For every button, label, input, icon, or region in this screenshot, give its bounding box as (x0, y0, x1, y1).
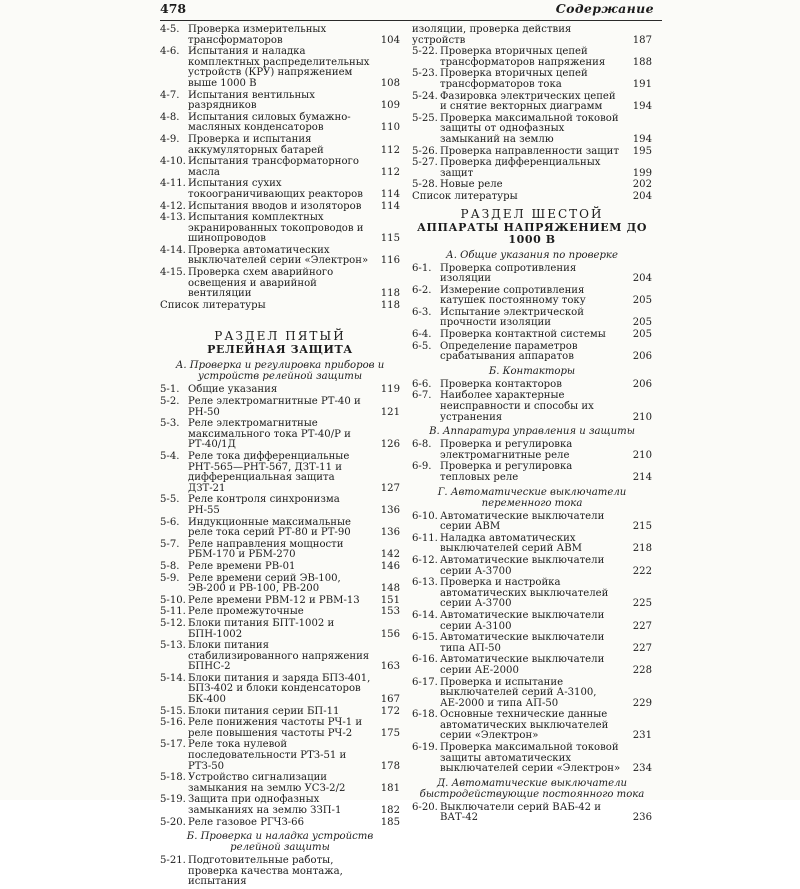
toc-group (160, 25, 400, 311)
entry-title: Проверка и испытание выключателей серий А-3100, АЕ-2000 и типа АП-50 (440, 676, 597, 709)
entry-page-number: 148 (380, 583, 400, 595)
entry-number: 5-15. (160, 705, 186, 717)
entry-number: 4-7. (160, 89, 180, 101)
entry-number: 4-14. (160, 244, 186, 256)
toc-entry (412, 264, 652, 285)
entry-number: 6-7. (412, 390, 432, 402)
entry-title: Определение параметров срабатывания аппаратов (440, 340, 578, 363)
toc-entry (412, 342, 652, 363)
toc-entry (160, 25, 400, 46)
toc-entry (160, 47, 400, 89)
entry-page-number: 194 (632, 101, 652, 113)
entry-title: Список литературы (160, 299, 266, 311)
entry-title: Общие указания (188, 384, 278, 396)
entry-number: 6-11. (412, 532, 438, 544)
entry-title: Основные технические данные автоматических выключателей серии «Электрон» (440, 709, 609, 742)
entry-number: 5-16. (160, 717, 186, 729)
section-heading: РАЗДЕЛ ШЕСТОЙ (460, 206, 604, 221)
entry-page-number: 227 (632, 620, 652, 632)
entry-number: 6-14. (412, 609, 438, 621)
entry-page-number: 229 (632, 697, 652, 709)
toc-entry (160, 574, 400, 595)
toc-entry (412, 25, 652, 46)
entry-title: Реле промежуточные (188, 606, 304, 618)
toc-entry (160, 641, 400, 673)
entry-number: 5-25. (412, 112, 438, 124)
entry-page-number: 204 (632, 273, 652, 285)
toc-entry (160, 397, 400, 418)
entry-number: 5-27. (412, 157, 438, 169)
entry-page-number: 228 (632, 664, 652, 676)
entry-page-number: 214 (632, 472, 652, 483)
entry-number: 4-9. (160, 133, 180, 145)
entry-title: Реле электромагнитные РТ-40 и РН-50 (188, 396, 361, 418)
entry-title: Проверка максимальной токовой защиты от однофазных замыканий на землю (440, 112, 619, 145)
entry-number: 6-17. (412, 676, 438, 688)
entry-title: Выключатели серий ВАБ-42 и ВАТ-42 (440, 801, 601, 824)
toc-group (412, 264, 652, 363)
entry-page-number: 227 (632, 642, 652, 654)
entry-title: Реле тока дифференциальные РНТ-565—РНТ-567, ДЗТ-11 и дифференциальная защита ДЗТ-21 (188, 451, 350, 494)
toc-entry (412, 114, 652, 146)
entry-title: Реле понижения частоты РЧ-1 и реле повышения частоты РЧ-2 (188, 717, 363, 739)
toc-entry (160, 202, 400, 213)
entry-number: 5-24. (412, 90, 438, 102)
entry-title: Проверка сопротивления изоляции (440, 262, 577, 285)
toc-entry (412, 308, 652, 329)
entry-page-number: 121 (380, 406, 400, 418)
entry-number: 6-1. (412, 262, 432, 274)
entry-page-number: 153 (380, 606, 400, 618)
entry-title: Реле времени серий ЭВ-100, ЭВ-200 и РВ-100, РВ-200 (188, 572, 341, 595)
entry-number: 6-13. (412, 577, 438, 589)
toc-entry (160, 385, 400, 396)
entry-title: Проверка направленности защит (440, 145, 619, 157)
entry-page-number: 202 (632, 179, 652, 191)
entry-title: Подготовительные работы, проверка качества монтажа, испытания (188, 855, 343, 888)
toc-entry (412, 158, 652, 179)
subsection-heading: Б. Проверка и наладка устройств релейной защиты (186, 831, 374, 854)
entry-number: 4-6. (160, 46, 180, 58)
entry-page-number: 127 (380, 482, 400, 494)
entry-number: 5-5. (160, 494, 180, 506)
toc-entry (160, 213, 400, 245)
entry-page-number: 222 (632, 565, 652, 577)
subsection-heading: Б. Контакторы (488, 365, 576, 377)
entry-title: Защита при однофазных замыканиях на землю ЗЗП-1 (188, 794, 342, 816)
entry-page-number: 114 (380, 200, 400, 212)
toc-entry (412, 440, 652, 461)
entry-page-number: 205 (632, 295, 652, 307)
entry-title: Испытания вводов и изоляторов (188, 200, 362, 212)
entry-number: 6-19. (412, 742, 438, 754)
toc-entry (160, 301, 400, 312)
entry-page-number: 191 (632, 78, 652, 90)
entry-title: Испытания комплектных экранированных токопроводов и шинопроводов (188, 212, 364, 245)
subsection-heading: А. Общие указания по проверке (446, 249, 618, 261)
entry-title: Проверка контакторов (440, 378, 562, 390)
entry-page-number: 178 (380, 760, 400, 772)
entry-title: Наиболее характерные неисправности и способы их устранения (440, 390, 594, 423)
entry-title: Проверка максимальной токовой защиты автоматических выключателей серии «Электрон» (440, 742, 621, 775)
toc-entry (160, 91, 400, 112)
entry-title: Устройство сигнализации замыкания на землю УСЗ-2/2 (188, 772, 346, 794)
entry-number: 4-15. (160, 267, 186, 279)
entry-number: 6-5. (412, 340, 432, 352)
entry-page-number: 116 (380, 255, 400, 267)
entry-number: 4-5. (160, 24, 180, 35)
entry-title: Испытания трансформаторного масла (188, 156, 359, 178)
toc-entry (160, 268, 400, 300)
toc-entry (412, 47, 652, 68)
entry-title: Индукционные максимальные реле тока серий РТ-80 и РТ-90 (188, 516, 352, 539)
entry-title: Испытания вентильных разрядников (188, 89, 315, 112)
entry-title: Испытания силовых бумажно-масляных конденсаторов (188, 111, 351, 134)
entry-number: 6-4. (412, 329, 432, 341)
entry-page-number: 210 (632, 411, 652, 423)
entry-number: 5-23. (412, 68, 438, 80)
toc-group (412, 380, 652, 423)
entry-number: 5-2. (160, 396, 180, 408)
toc-group (160, 385, 400, 828)
toc-columns (160, 25, 662, 889)
entry-title: Реле электромагнитные максимального тока РТ-40/Р и РТ-40/1Д (188, 418, 351, 451)
toc-entry (160, 113, 400, 134)
toc-entry (160, 135, 400, 156)
toc-entry (412, 534, 652, 555)
toc-entry (160, 518, 400, 539)
entry-number: 6-3. (412, 306, 432, 318)
entry-number: 5-4. (160, 451, 180, 462)
entry-number: 5-12. (160, 617, 186, 629)
entry-title: Проверка автоматических выключателей серии «Электрон» (188, 244, 369, 267)
toc-entry (160, 419, 400, 451)
entry-title: Список литературы (412, 190, 518, 202)
entry-title: Реле направления мощности РБМ-170 и РБМ-270 (188, 538, 344, 561)
toc-entry (160, 562, 400, 573)
entry-page-number: 163 (380, 661, 400, 673)
entry-page-number: 167 (380, 694, 400, 706)
subsection-heading: Г. Автоматические выключатели переменного тока (437, 486, 627, 509)
entry-page-number: 188 (632, 56, 652, 68)
entry-page-number: 136 (380, 504, 400, 516)
toc-entry (160, 718, 400, 739)
entry-title: Проверка и настройка автоматических выключателей серии А-3700 (440, 577, 609, 610)
entry-number: 5-11. (160, 606, 186, 618)
entry-title: Измерение сопротивления катушек постоянному току (440, 284, 586, 307)
entry-number: 5-1. (160, 384, 180, 396)
entry-page-number: 109 (380, 100, 400, 112)
toc-entry (160, 619, 400, 640)
entry-title: Проверка и регулировка электромагнитные реле (440, 439, 573, 461)
entry-page-number: 104 (380, 34, 400, 46)
entry-number: 5-28. (412, 179, 438, 191)
entry-page-number: 234 (632, 763, 652, 775)
running-title: Содержание (555, 1, 654, 16)
entry-title: изоляции, проверка действия устройств (412, 24, 572, 46)
entry-number: 5-20. (160, 816, 186, 828)
toc-entry (412, 803, 652, 824)
entry-title: Проверка контактной системы (440, 329, 606, 341)
entry-page-number: 108 (380, 77, 400, 89)
entry-number: 6-12. (412, 554, 438, 566)
toc-entry (412, 743, 652, 775)
subsection-heading: А. Проверка и регулировка приборов и устройств релейной защиты (175, 360, 385, 383)
toc-entry (412, 92, 652, 113)
entry-page-number: 194 (632, 133, 652, 145)
toc-entry (160, 157, 400, 178)
toc-entry (160, 818, 400, 829)
entry-title: Проверка и испытания аккумуляторных батарей (188, 133, 324, 156)
entry-page-number: 115 (380, 233, 400, 245)
toc-group (412, 440, 652, 483)
toc-entry (160, 856, 400, 888)
entry-number: 6-16. (412, 654, 438, 666)
entry-number: 6-15. (412, 632, 438, 644)
toc-entry (412, 633, 652, 654)
section-heading: РАЗДЕЛ ПЯТЫЙ (214, 329, 346, 344)
entry-number: 4-13. (160, 212, 186, 224)
entry-title: Фазировка электрических цепей и снятие векторных диаграмм (440, 90, 616, 113)
entry-page-number: 206 (632, 351, 652, 363)
entry-page-number: 205 (632, 329, 652, 341)
entry-title: Реле газовое РГЧЗ-66 (188, 816, 305, 828)
entry-page-number: 119 (380, 384, 400, 396)
entry-title: Проверка и регулировка тепловых реле (440, 461, 573, 483)
entry-title: Автоматические выключатели серии А-3100 (440, 609, 605, 632)
entry-number: 5-19. (160, 794, 186, 806)
entry-page-number: 114 (380, 188, 400, 200)
toc-entry (412, 556, 652, 577)
toc-entry (412, 192, 652, 203)
toc-entry (412, 330, 652, 341)
entry-title: Проверка схем аварийного освещения и аварийной вентиляции (188, 267, 334, 300)
toc-entry (160, 795, 400, 816)
entry-number: 4-10. (160, 156, 186, 168)
entry-number: 6-20. (412, 801, 438, 813)
entry-page-number: 136 (380, 527, 400, 539)
section-title: РЕЛЕЙНАЯ ЗАЩИТА (207, 343, 353, 357)
entry-number: 5-18. (160, 772, 186, 784)
entry-title: Реле времени РВМ-12 и РВМ-13 (188, 594, 360, 606)
entry-number: 6-8. (412, 439, 432, 451)
page-number: 478 (160, 1, 187, 16)
entry-page-number: 175 (380, 727, 400, 739)
entry-number: 5-21. (160, 855, 186, 867)
entry-page-number: 185 (380, 816, 400, 828)
toc-entry (160, 773, 400, 794)
entry-page-number: 231 (632, 730, 652, 742)
toc-entry (412, 678, 652, 710)
toc-entry (160, 607, 400, 618)
entry-number: 6-9. (412, 461, 432, 473)
entry-title: Новые реле (440, 179, 503, 191)
entry-title: Блоки питания и заряда БПЗ-401, БПЗ-402 и блоки конденсаторов БК-400 (188, 672, 371, 706)
entry-page-number: 112 (380, 166, 400, 178)
entry-page-number: 118 (380, 288, 400, 300)
entry-number: 4-11. (160, 178, 186, 190)
entry-page-number: 218 (632, 543, 652, 555)
toc-entry (160, 246, 400, 267)
toc-entry (412, 286, 652, 307)
entry-number: 4-12. (160, 200, 186, 212)
page-header (160, 0, 662, 21)
entry-page-number: 142 (380, 549, 400, 561)
entry-number: 6-6. (412, 378, 432, 390)
entry-number: 5-7. (160, 538, 180, 550)
entry-number: 5-6. (160, 516, 180, 528)
entry-page-number: 151 (380, 594, 400, 606)
entry-title: Автоматические выключатели серии АЕ-2000 (440, 654, 605, 676)
entry-page-number: 199 (632, 167, 652, 179)
entry-title: Реле контроля синхронизма РН-55 (188, 494, 340, 516)
entry-number: 5-9. (160, 572, 180, 584)
entry-title: Наладка автоматических выключателей серий АВМ (440, 532, 582, 555)
entry-number: 5-10. (160, 594, 186, 606)
subsection-heading: В. Аппаратура управления и защиты (429, 426, 635, 438)
toc-column-right (412, 25, 652, 889)
toc-group (412, 25, 652, 203)
entry-page-number: 126 (380, 439, 400, 451)
entry-page-number: 210 (632, 449, 652, 461)
entry-number: 6-18. (412, 709, 438, 721)
entry-title: Блоки питания БПТ-1002 и БПН-1002 (188, 617, 335, 640)
entry-page-number: 172 (380, 705, 400, 717)
entry-title: Испытания и наладка комплектных распределительных устройств (КРУ) напряжением выше 1000 В (188, 46, 370, 89)
entry-title: Автоматические выключатели типа АП-50 (440, 632, 605, 654)
toc-entry (412, 578, 652, 610)
toc-entry (160, 452, 400, 494)
toc-entry (160, 540, 400, 561)
entry-title: Проверка измерительных трансформаторов (188, 24, 327, 46)
toc-entry (412, 380, 652, 391)
entry-title: Испытания сухих токоограничивающих реакторов (188, 178, 363, 200)
entry-page-number: 204 (632, 190, 652, 202)
toc-entry (412, 391, 652, 423)
entry-page-number: 236 (632, 812, 652, 824)
toc-entry (160, 707, 400, 718)
entry-page-number: 146 (380, 560, 400, 572)
toc-entry (412, 655, 652, 676)
toc-entry (160, 596, 400, 607)
entry-number: 5-26. (412, 145, 438, 157)
toc-entry (160, 495, 400, 516)
entry-number: 5-3. (160, 418, 180, 430)
toc-entry (160, 740, 400, 772)
entry-number: 5-17. (160, 739, 186, 751)
entry-page-number: 156 (380, 628, 400, 640)
entry-number: 6-2. (412, 284, 432, 296)
entry-page-number: 110 (380, 122, 400, 134)
subsection-heading: Д. Автоматические выключатели быстродействующие постоянного тока (419, 777, 645, 800)
entry-page-number: 182 (380, 805, 400, 816)
entry-page-number: 187 (632, 34, 652, 46)
entry-page-number: 225 (632, 598, 652, 610)
toc-group (412, 512, 652, 775)
entry-page-number: 118 (380, 299, 400, 311)
entry-title: Проверка вторичных цепей трансформаторов тока (440, 68, 588, 90)
toc-entry (412, 180, 652, 191)
entry-number: 5-13. (160, 640, 186, 652)
toc-entry (412, 147, 652, 158)
entry-title: Автоматические выключатели серии А-3700 (440, 554, 605, 577)
entry-title: Реле тока нулевой последовательности РТЗ-51 и РТЗ-50 (188, 739, 347, 772)
entry-title: Испытание электрической прочности изоляции (440, 306, 584, 329)
entry-page-number: 181 (380, 782, 400, 794)
entry-page-number: 205 (632, 317, 652, 329)
toc-entry (412, 69, 652, 90)
entry-title: Реле времени РВ-01 (188, 560, 296, 572)
entry-number: 5-22. (412, 46, 438, 58)
toc-entry (412, 512, 652, 533)
entry-title: Автоматические выключатели серии АВМ (440, 510, 605, 533)
section-title: АППАРАТЫ НАПРЯЖЕНИЕМ ДО 1000 В (416, 220, 648, 246)
entry-page-number: 195 (632, 145, 652, 157)
toc-group (160, 856, 400, 888)
entry-page-number: 215 (632, 521, 652, 533)
entry-number: 4-8. (160, 111, 180, 123)
toc-entry (412, 710, 652, 742)
entry-number: 6-10. (412, 510, 438, 522)
entry-title: Блоки питания стабилизированного напряжения БПНС-2 (188, 640, 370, 673)
entry-number: 5-14. (160, 672, 186, 684)
entry-title: Проверка вторичных цепей трансформаторов напряжения (440, 46, 606, 68)
entry-number: 5-8. (160, 560, 180, 572)
toc-entry (160, 674, 400, 706)
entry-title: Блоки питания серии БП-11 (188, 705, 340, 717)
toc-entry (412, 462, 652, 483)
toc-column-left (160, 25, 400, 889)
toc-entry (412, 611, 652, 632)
entry-page-number: 206 (632, 378, 652, 390)
entry-page-number: 112 (380, 144, 400, 156)
toc-entry (160, 179, 400, 200)
entry-title: Проверка дифференциальных защит (440, 157, 601, 179)
toc-group (412, 803, 652, 824)
